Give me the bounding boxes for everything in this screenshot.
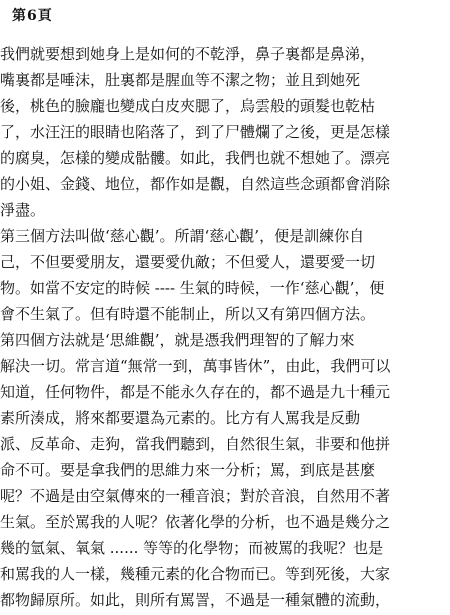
text-line-19: 生氣。至於罵我的人呢？依著化學的分析，也不過是幾分之 bbox=[0, 513, 391, 531]
text-line-9: 己，不但要愛朋友，還要愛仇敵；不但愛人，還要愛一切 bbox=[0, 253, 376, 271]
text-line-17: 命不可。要是拿我們的思維力來一分析；罵，到底是甚麼 bbox=[0, 461, 376, 479]
text-line-22: 都物歸原所。如此，則所有罵詈，不過是一種氣體的流動， bbox=[0, 591, 391, 609]
text-line-3: 後，桃色的臉龐也變成白皮夾腮了，烏雲般的頭髮也乾枯 bbox=[0, 97, 376, 115]
text-line-11: 會不生氣了。但有時還不能制止，所以又有第四個方法。 bbox=[0, 305, 376, 323]
text-line-21: 和罵我的人一樣，幾種元素的化合物而已。等到死後，大家 bbox=[0, 565, 391, 583]
page-number: 第6頁 bbox=[12, 8, 53, 24]
text-line-20: 幾的氫氣、氧氣 ...... 等等的化學物；而被罵的我呢？也是 bbox=[0, 539, 384, 557]
text-line-18: 呢？不過是由空氣傳來的一種音浪；對於音浪，自然用不著 bbox=[0, 487, 391, 505]
text-line-15: 素所湊成，將來都要還為元素的。比方有人罵我是反動 bbox=[0, 409, 361, 427]
text-line-12: 第四個方法就是‘思維觀’，就是憑我們理智的了解力來 bbox=[0, 331, 355, 349]
text-line-6: 的小姐、金錢、地位，都作如是觀，自然這些念頭都會消除 bbox=[0, 175, 391, 193]
text-line-10: 物。如當不安定的時候 ---- 生氣的時候，一作‘慈心觀’，便 bbox=[0, 279, 385, 297]
text-line-14: 知道，任何物件，都是不能永久存在的，都不過是九十種元 bbox=[0, 383, 391, 401]
text-line-5: 的腐臭，怎樣的變成骷髏。如此，我們也就不想她了。漂亮 bbox=[0, 149, 391, 167]
text-line-16: 派、反革命、走狗，當我們聽到，自然很生氣，非要和他拼 bbox=[0, 435, 391, 453]
text-line-13: 解決一切。常言道“無常一到，萬事皆休”，由此，我們可以 bbox=[0, 357, 391, 375]
text-line-2: 嘴裏都是唾沫，肚裏都是腥血等不潔之物；並且到她死 bbox=[0, 71, 361, 89]
text-line-7: 淨盡。 bbox=[0, 201, 46, 219]
text-line-8: 第三個方法叫做‘慈心觀’。所謂‘慈心觀’，便是訓練你自 bbox=[0, 227, 365, 245]
text-line-4: 了，水汪汪的眼睛也陷落了，到了尸體爛了之後，更是怎樣 bbox=[0, 123, 391, 141]
text-line-1: 我們就要想到她身上是如何的不乾淨，鼻子裏都是鼻涕， bbox=[0, 45, 376, 63]
